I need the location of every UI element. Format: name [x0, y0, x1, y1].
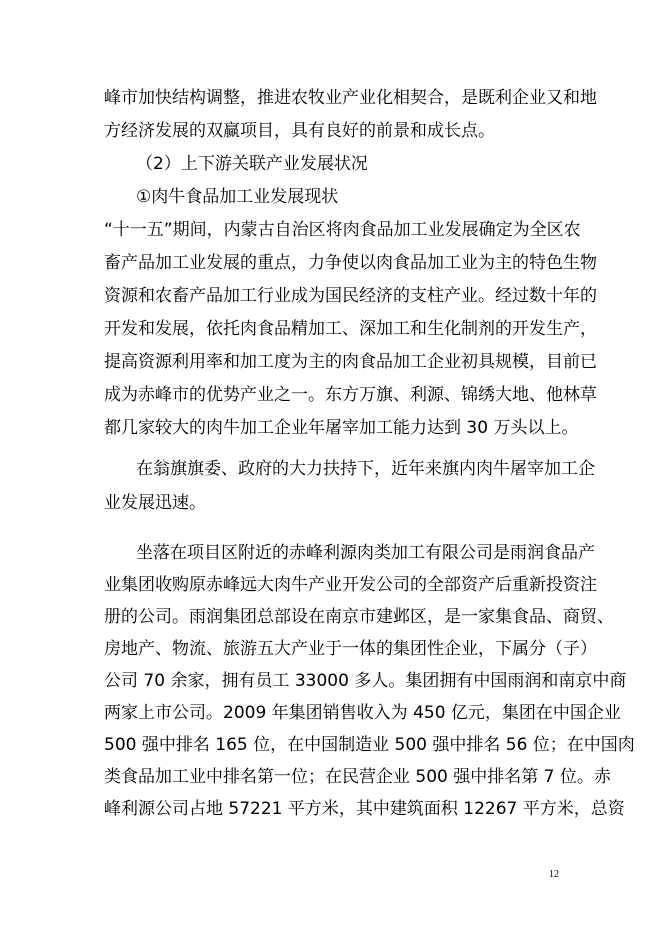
text-line: 提高资源利用率和加工度为主的肉食品加工企业初具规模，目前已 — [104, 352, 597, 372]
text-line: 册的公司。雨润集团总部设在南京市建邺区，是一家集食品、商贸、 — [104, 607, 614, 627]
text-line: 峰市加快结构调整，推进农牧业产业化相契合，是既利企业又和地 — [104, 88, 597, 108]
text-line: 方经济发展的双赢项目，具有良好的前景和成长点。 — [104, 121, 495, 141]
text-line: 类食品加工业中排名第一位；在民营企业 500 强中排名第 7 位。赤 — [104, 767, 611, 787]
text-line: 都几家较大的肉牛加工企业年屠宰加工能力达到 30 万头以上。 — [104, 418, 579, 438]
text-line: 坐落在项目区附近的赤峰利源肉类加工有限公司是雨润食品产 — [136, 543, 595, 563]
text-line: 畜产品加工业发展的重点，力争使以肉食品加工业为主的特色生物 — [104, 253, 597, 273]
text-line: 两家上市公司。2009 年集团销售收入为 450 亿元，集团在中国企业 — [104, 703, 621, 723]
text-line: 房地产、物流、旅游五大产业于一体的集团性企业，下属分（子） — [104, 639, 597, 659]
text-line: 500 强中排名 165 位，在中国制造业 500 强中排名 56 位；在中国肉 — [104, 735, 635, 755]
text-line: 资源和农畜产品加工行业成为国民经济的支柱产业。经过数十年的 — [104, 286, 597, 306]
text-line: “十一五”期间，内蒙古自治区将肉食品加工业发展确定为全区农 — [104, 220, 581, 240]
page-number: 12 — [549, 869, 559, 880]
text-line: 峰利源公司占地 57221 平方米，其中建筑面积 12267 平方米，总资 — [104, 799, 625, 819]
text-line: 在翁旗旗委、政府的大力扶持下，近年来旗内肉牛屠宰加工企 — [136, 459, 595, 479]
text-line: 开发和发展，依托肉食品精加工、深加工和生化制剂的开发生产， — [104, 319, 597, 339]
text-line: 公司 70 余家，拥有员工 33000 多人。集团拥有中国雨润和南京中商 — [104, 671, 627, 691]
text-line: 业发展迅速。 — [104, 493, 206, 513]
subsection-heading: ①肉牛食品加工业发展现状 — [136, 187, 339, 207]
section-heading: （2）上下游关联产业发展状况 — [136, 154, 368, 174]
text-line: 业集团收购原赤峰远大肉牛产业开发公司的全部资产后重新投资注 — [104, 575, 597, 595]
text-line: 成为赤峰市的优势产业之一。东方万旗、利源、锦绣大地、他林草 — [104, 385, 597, 405]
